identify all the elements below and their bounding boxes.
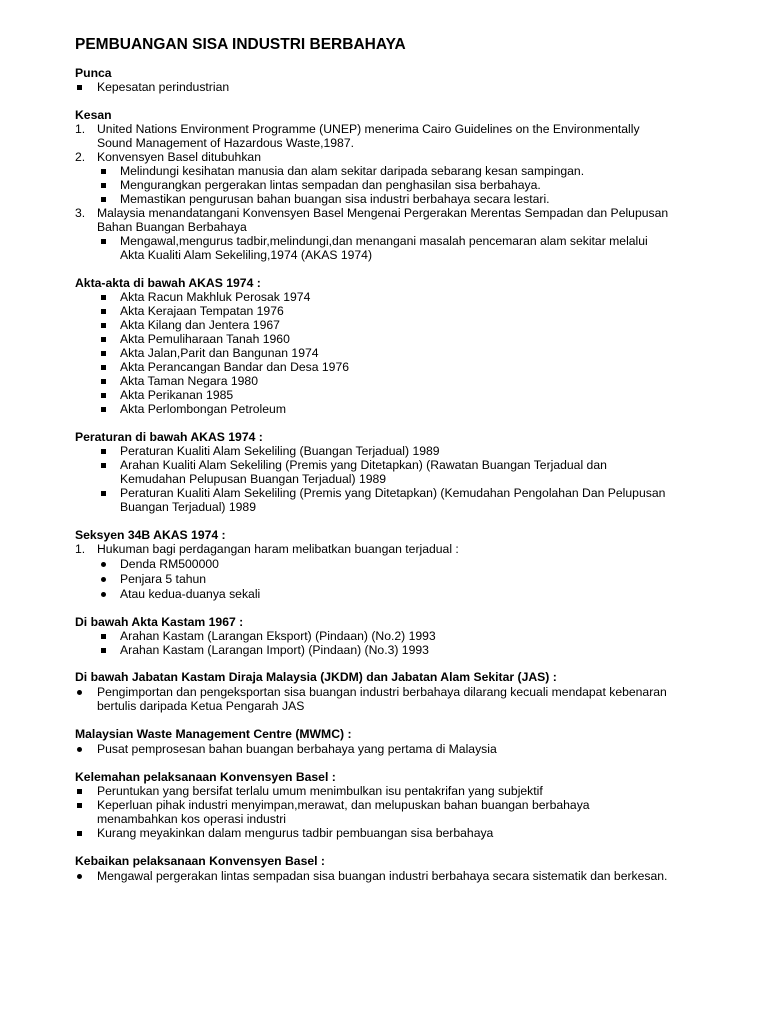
item-number: 2. (75, 150, 86, 164)
list-item-text: Akta Kilang dan Jentera 1967 (120, 318, 280, 332)
list-item-continuation (0, 220, 768, 234)
section-heading-seksyen: Seksyen 34B AKAS 1974 : (75, 528, 226, 542)
list-item-text: Konvensyen Basel ditubuhkan (97, 150, 261, 164)
list-item (0, 643, 768, 657)
square-bullet-icon (97, 304, 109, 318)
item-number: 3. (75, 206, 86, 220)
square-bullet-icon (97, 402, 109, 416)
document-title: PEMBUANGAN SISA INDUSTRI BERBAHAYA (75, 36, 406, 53)
square-bullet-icon (97, 192, 109, 206)
section-heading-kesan: Kesan (75, 108, 112, 122)
list-item-text: Kurang meyakinkan dalam mengurus tadbir pembuangan sisa berbahaya (97, 826, 494, 840)
square-bullet-icon (97, 458, 109, 472)
list-item-text: Buangan Terjadual) 1989 (120, 500, 256, 514)
list-item (0, 458, 768, 472)
list-item-text: Mengawal pergerakan lintas sempadan sisa buangan industri berbahaya secara sistematik dan berkesan. (97, 869, 668, 883)
list-item-continuation (0, 699, 768, 713)
list-item-text: Peraturan Kualiti Alam Sekeliling (Buangan Terjadual) 1989 (120, 444, 440, 458)
square-bullet-icon (97, 346, 109, 360)
list-item-text: Mengawal,mengurus tadbir,melindungi,dan menangani masalah pencemaran alam sekitar melalui (120, 234, 648, 248)
square-bullet-icon (97, 332, 109, 346)
list-item (0, 742, 768, 756)
round-bullet-icon (97, 587, 109, 601)
list-item-text: Akta Perikanan 1985 (120, 388, 234, 402)
square-bullet-icon (97, 164, 109, 178)
list-item-text: Akta Perlombongan Petroleum (120, 402, 286, 416)
list-item-text: Kemudahan Pelupusan Buangan Terjadual) 1989 (120, 472, 387, 486)
list-item (0, 486, 768, 500)
list-item-text: Hukuman bagi perdagangan haram melibatkan buangan terjadual : (97, 542, 459, 556)
section-heading-akta: Akta-akta di bawah AKAS 1974 : (75, 276, 261, 290)
square-bullet-icon (97, 290, 109, 304)
list-item-text: Akta Racun Makhluk Perosak 1974 (120, 290, 311, 304)
list-item (0, 332, 768, 346)
sub-list-item (0, 192, 768, 206)
list-item-text: Pusat pemprosesan bahan buangan berbahaya yang pertama di Malaysia (97, 742, 497, 756)
list-item (0, 346, 768, 360)
section-heading-jkdm: Di bawah Jabatan Kastam Diraja Malaysia (JKDM) dan Jabatan Alam Sekitar (JAS) : (75, 670, 557, 684)
list-item-text: Arahan Kualiti Alam Sekeliling (Premis yang Ditetapkan) (Rawatan Buangan Terjadual dan (120, 458, 607, 472)
square-bullet-icon (97, 318, 109, 332)
list-item-text: bertulis daripada Ketua Pengarah JAS (97, 699, 305, 713)
list-item-text: Pengimportan dan pengeksportan sisa buangan industri berbahaya dilarang kecuali mendapat kebenaran (97, 685, 667, 699)
list-item-text: Bahan Buangan Berbahaya (97, 220, 247, 234)
square-bullet-icon (97, 234, 109, 248)
list-item (0, 798, 768, 812)
list-item-text: Akta Kualiti Alam Sekeliling,1974 (AKAS 1974) (120, 248, 373, 262)
list-item-text: Keperluan pihak industri menyimpan,merawat, dan melupuskan bahan buangan berbahaya (97, 798, 590, 812)
list-item (0, 388, 768, 402)
square-bullet-icon (97, 374, 109, 388)
list-item (0, 360, 768, 374)
list-item (0, 826, 768, 840)
list-item-text: United Nations Environment Programme (UNEP) menerima Cairo Guidelines on the Environmentally (97, 122, 640, 136)
section-heading-kelemahan: Kelemahan pelaksanaan Konvensyen Basel : (75, 770, 336, 784)
list-item-text: Memastikan pengurusan bahan buangan sisa industri berbahaya secara lestari. (120, 192, 550, 206)
list-item-text: Akta Jalan,Parit dan Bangunan 1974 (120, 346, 319, 360)
list-item-continuation (0, 812, 768, 826)
list-item-text: Peruntukan yang bersifat terlalu umum menimbulkan isu pentakrifan yang subjektif (97, 784, 543, 798)
section-heading-kastam: Di bawah Akta Kastam 1967 : (75, 615, 244, 629)
square-bullet-icon (97, 643, 109, 657)
list-item (0, 304, 768, 318)
list-item-text: Peraturan Kualiti Alam Sekeliling (Premis yang Ditetapkan) (Kemudahan Pengolahan Dan Pelupusan (120, 486, 666, 500)
list-item-text: Kepesatan perindustrian (97, 80, 230, 94)
square-bullet-icon (97, 444, 109, 458)
square-bullet-icon (97, 360, 109, 374)
numbered-item (0, 542, 768, 556)
square-bullet-icon (97, 178, 109, 192)
sub-list-item (0, 178, 768, 192)
list-item-text: Arahan Kastam (Larangan Eksport) (Pindaan) (No.2) 1993 (120, 629, 436, 643)
round-bullet-icon (73, 742, 85, 756)
list-item-text: menambahkan kos operasi industri (97, 812, 287, 826)
list-item-continuation (0, 248, 768, 262)
list-item-text: Arahan Kastam (Larangan Import) (Pindaan) (No.3) 1993 (120, 643, 429, 657)
round-bullet-icon (97, 557, 109, 571)
item-number: 1. (75, 542, 86, 556)
numbered-item (0, 122, 768, 136)
list-item-text: Akta Perancangan Bandar dan Desa 1976 (120, 360, 350, 374)
square-bullet-icon (73, 784, 85, 798)
round-bullet-icon (97, 572, 109, 586)
numbered-item (0, 206, 768, 220)
section-heading-mwmc: Malaysian Waste Management Centre (MWMC) : (75, 727, 352, 741)
list-item-text: Atau kedua-duanya sekali (120, 587, 261, 601)
list-item-text: Akta Kerajaan Tempatan 1976 (120, 304, 284, 318)
section-heading-kebaikan: Kebaikan pelaksanaan Konvensyen Basel : (75, 854, 325, 868)
square-bullet-icon (97, 388, 109, 402)
list-item (0, 629, 768, 643)
list-item (0, 784, 768, 798)
round-bullet-icon (73, 869, 85, 883)
item-number: 1. (75, 122, 86, 136)
list-item-continuation (0, 136, 768, 150)
list-item-text: Akta Pemuliharaan Tanah 1960 (120, 332, 290, 346)
sub-list-item (0, 164, 768, 178)
square-bullet-icon (73, 798, 85, 812)
list-item (0, 318, 768, 332)
list-item (0, 80, 768, 94)
sub-list-item (0, 234, 768, 248)
square-bullet-icon (73, 826, 85, 840)
list-item (0, 444, 768, 458)
list-item (0, 402, 768, 416)
section-heading-peraturan: Peraturan di bawah AKAS 1974 : (75, 430, 263, 444)
list-item-text: Akta Taman Negara 1980 (120, 374, 258, 388)
list-item-continuation (0, 500, 768, 514)
list-item-text: Penjara 5 tahun (120, 572, 207, 586)
section-heading-punca: Punca (75, 66, 112, 80)
list-item (0, 374, 768, 388)
list-item-text: Malaysia menandatangani Konvensyen Basel Mengenai Pergerakan Merentas Sempadan dan Pelupusan (97, 206, 669, 220)
list-item-text: Sound Management of Hazardous Waste,1987. (97, 136, 354, 150)
sub-list-item (0, 587, 768, 601)
square-bullet-icon (97, 629, 109, 643)
list-item-text: Melindungi kesihatan manusia dan alam sekitar daripada sebarang kesan sampingan. (120, 164, 585, 178)
sub-list-item (0, 557, 768, 571)
list-item-continuation (0, 472, 768, 486)
list-item-text: Denda RM500000 (120, 557, 219, 571)
square-bullet-icon (97, 486, 109, 500)
list-item-text: Mengurangkan pergerakan lintas sempadan dan penghasilan sisa berbahaya. (120, 178, 541, 192)
square-bullet-icon (73, 80, 85, 94)
sub-list-item (0, 572, 768, 586)
round-bullet-icon (73, 685, 85, 699)
list-item (0, 290, 768, 304)
list-item (0, 869, 768, 883)
numbered-item (0, 150, 768, 164)
list-item (0, 685, 768, 699)
